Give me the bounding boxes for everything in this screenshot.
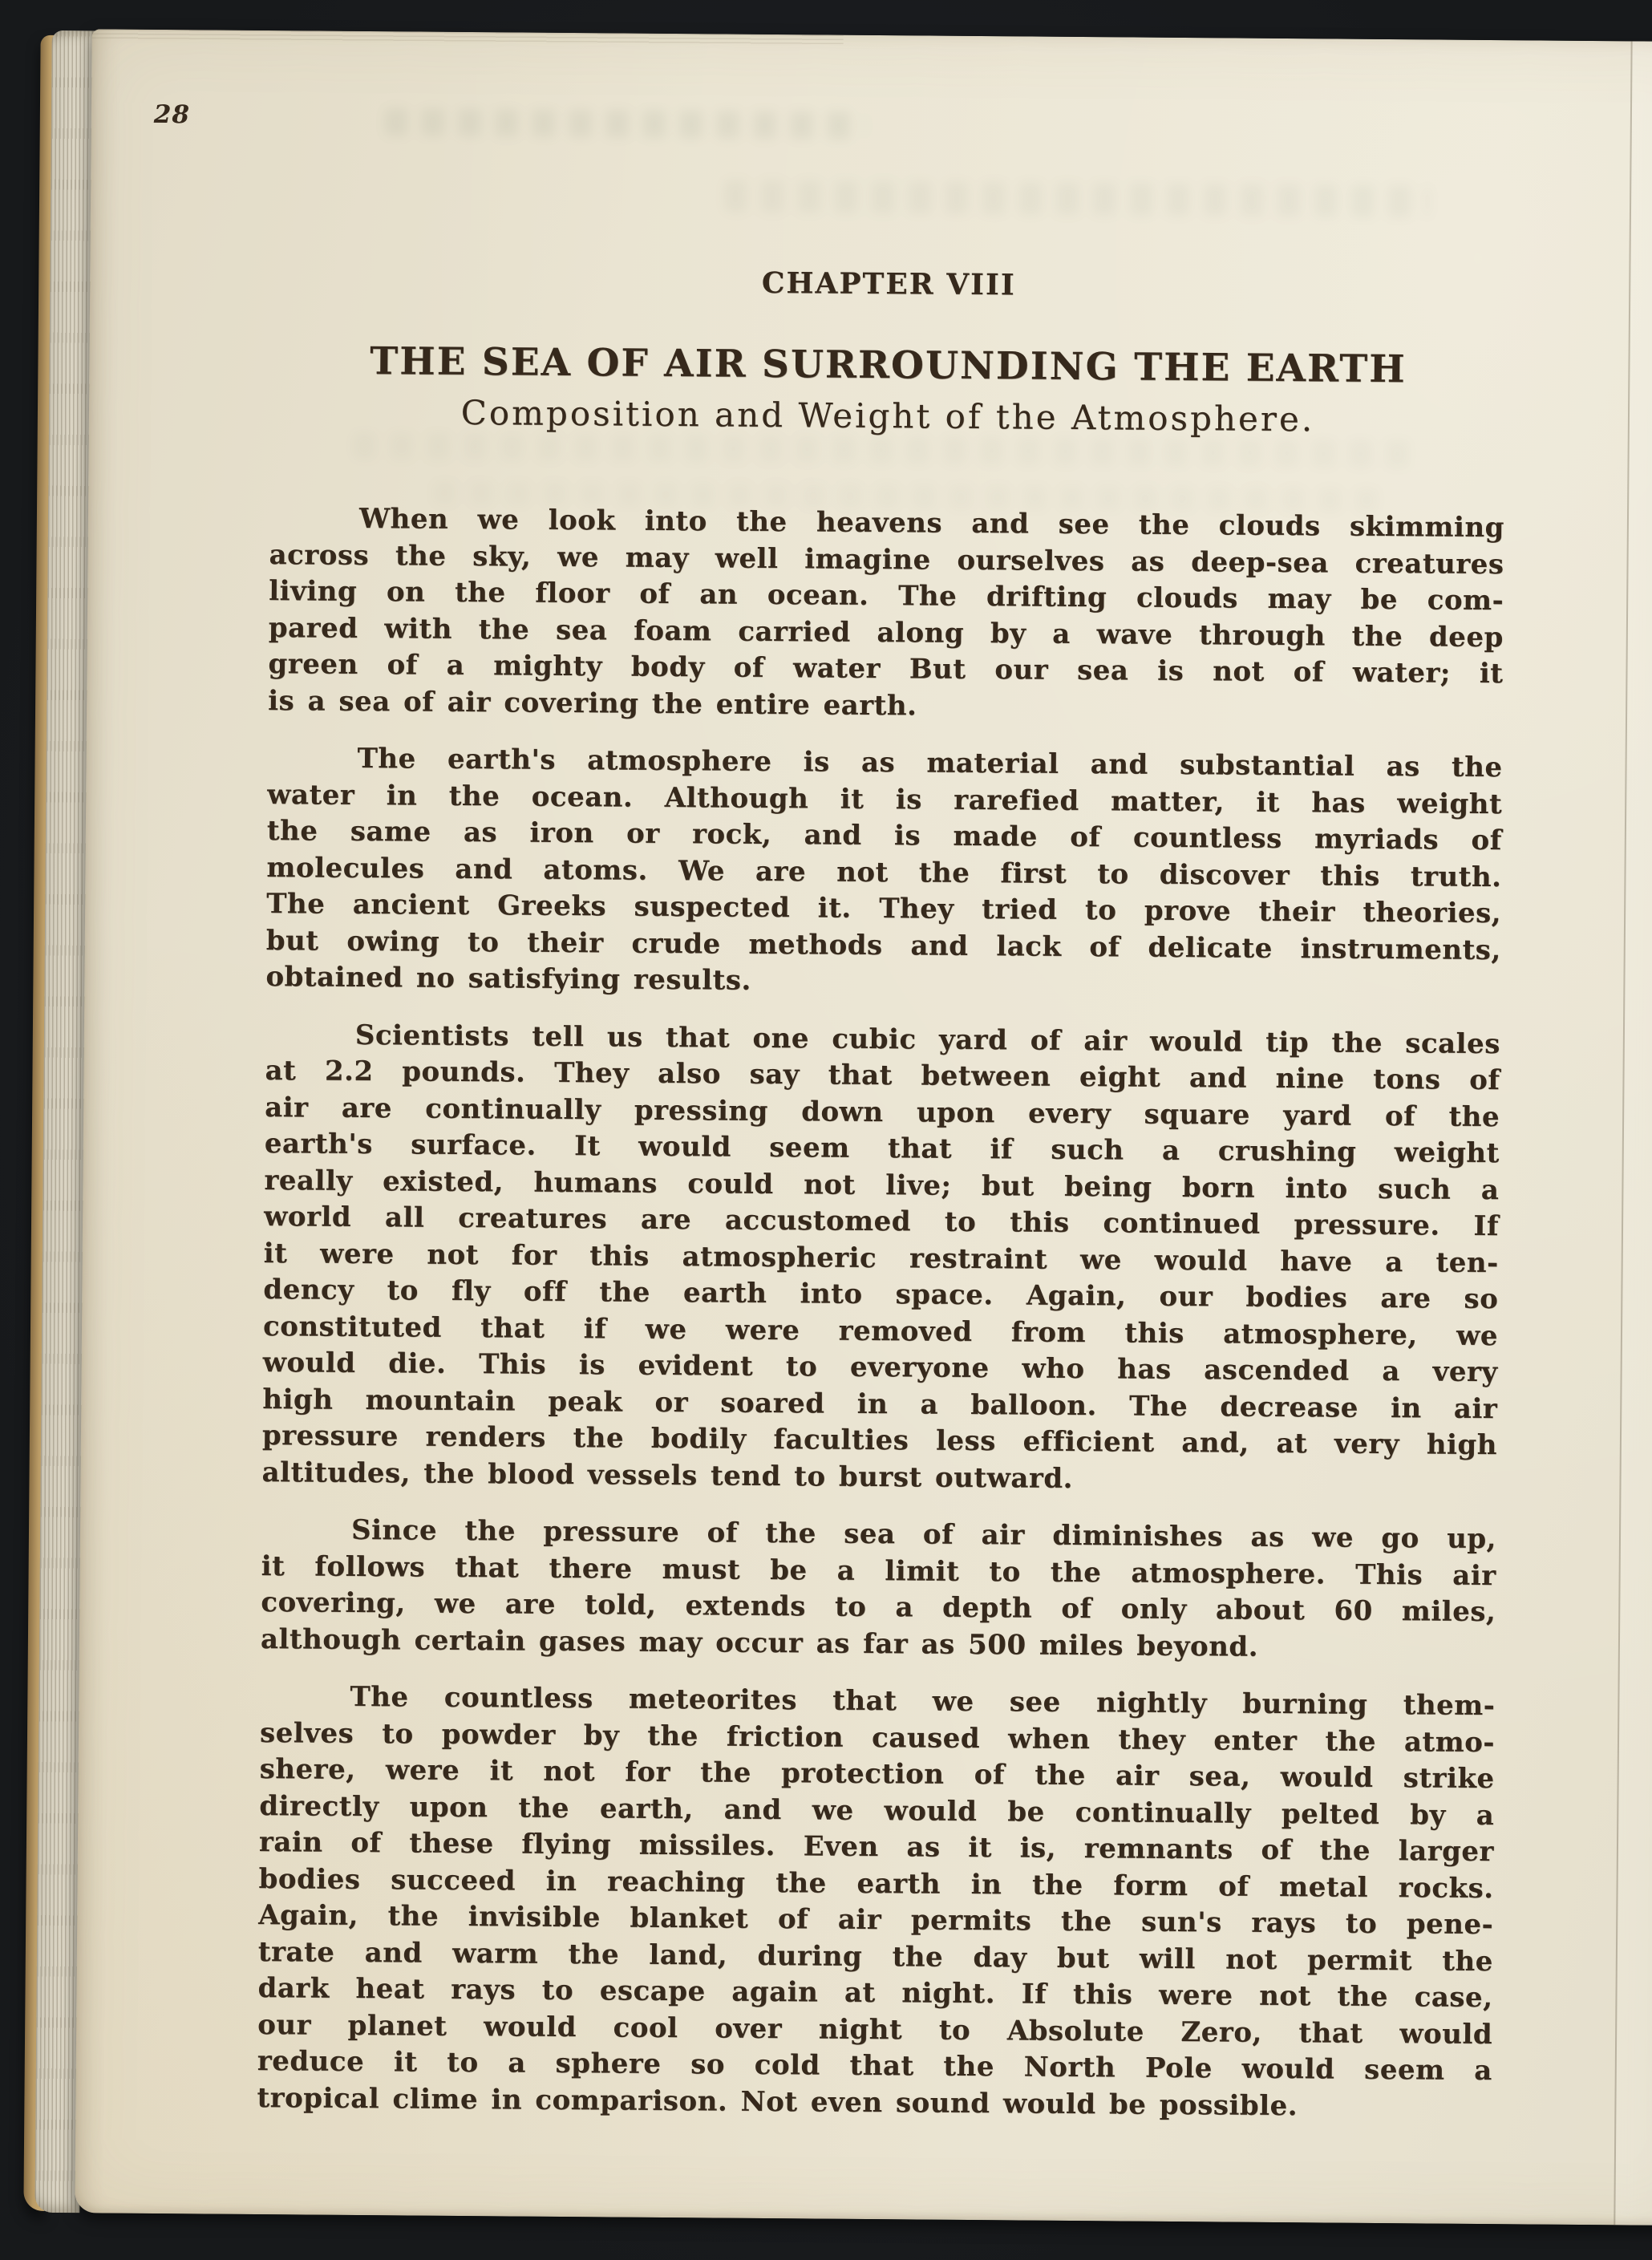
text-line: it follows that there must be a limit to the atmosphere. This air: [261, 1549, 1496, 1592]
page-crease: [1614, 41, 1652, 2226]
text-line: world all creatures are accustomed to this continued pressure. If: [263, 1201, 1500, 1243]
text-line: tropical clime in comparison. Not even sound would be possible.: [257, 2081, 1298, 2122]
text-line: our planet would cool over night to Absolute Zero, that would: [257, 2008, 1493, 2051]
text-line: dark heat rays to escape again at night. If this were not the case,: [257, 1971, 1493, 2015]
text-line: altitudes, the blood vessels tend to burst outward.: [261, 1456, 1074, 1495]
text-line: Again, the invisible blanket of air permits the sun's rays to pene-: [258, 1899, 1494, 1942]
text-line: pared with the sea foam carried along by a wave through the deep: [268, 611, 1504, 654]
book: [23, 29, 1652, 2226]
text-line: really existed, humans could not live; but being born into such a: [264, 1164, 1500, 1206]
text-line: bodies succeed in reaching the earth in the form of metal rocks.: [258, 1862, 1494, 1905]
paragraph: [261, 1512, 1496, 1667]
text-line: high mountain peak or soared in a balloon. The decrease in air: [262, 1383, 1498, 1425]
paragraph: [261, 1017, 1500, 1501]
text-line: living on the floor of an ocean. The drifting clouds may be com-: [269, 575, 1504, 618]
page-content: [257, 263, 1506, 2126]
text-line: water in the ocean. Although it is rarefied matter, it has weight: [267, 778, 1503, 820]
text-line: obtained no satisfying results.: [265, 961, 751, 997]
page-surface: [75, 29, 1652, 2226]
text-line: Scientists tell us that one cubic yard of air would tip the scales: [354, 1019, 1500, 1060]
text-line: although certain gases may occur as far as 500 miles beyond.: [260, 1622, 1259, 1663]
text-line: would die. This is evident to everyone who has ascended a very: [262, 1347, 1498, 1389]
text-line: The ancient Greeks suspected it. They tried to prove their theories,: [266, 888, 1502, 930]
body-text: [257, 500, 1504, 2126]
text-line: pressure renders the bodily faculties less efficient and, at very high: [261, 1420, 1498, 1462]
text-line: but owing to their crude methods and lack of delicate instruments,: [265, 924, 1501, 966]
text-line: green of a mighty body of water But our sea is not of water; it: [268, 648, 1504, 691]
text-line: at 2.2 pounds. They also say that between eight and nine tons of: [265, 1055, 1500, 1097]
text-line: it were not for this atmospheric restraint we would have a ten-: [263, 1237, 1499, 1279]
chapter-title: THE SEA OF AIR SURROUNDING THE EARTH: [370, 339, 1407, 392]
text-line: the same as iron or rock, and is made of countless myriads of: [266, 815, 1502, 857]
text-line: trate and warm the land, during the day but will not permit the: [257, 1935, 1494, 1978]
text-line: directly upon the earth, and we would be continually pelted by a: [259, 1789, 1495, 1832]
show-through-smudge: [385, 108, 866, 140]
text-line: reduce it to a sphere so cold that the North Pole would seem a: [257, 2044, 1492, 2088]
text-line: is a sea of air covering the entire earth.: [267, 684, 917, 722]
show-through-smudge: [724, 180, 1430, 217]
paragraph: [265, 740, 1502, 1006]
text-line: covering, we are told, extends to a depth of only about 60 miles,: [261, 1586, 1496, 1629]
text-line: across the sky, we may well imagine ourselves as deep-sea creatures: [269, 538, 1504, 581]
chapter-heading: CHAPTER VIII: [761, 265, 1016, 302]
text-line: shere, were it not for the protection of the air sea, would strike: [259, 1753, 1495, 1796]
text-line: rain of these flying missiles. Even as it is, remnants of the larger: [258, 1826, 1495, 1869]
section-subtitle: Composition and Weight of the Atmosphere.: [460, 392, 1315, 439]
text-line: air are continually pressing down upon every square yard of the: [265, 1091, 1500, 1133]
text-line: earth's surface. It would seem that if such a crushing weight: [264, 1128, 1500, 1170]
text-line: When we look into the heavens and see the clouds skimming: [358, 502, 1505, 545]
text-line: The earth's atmosphere is as material and substantial as the: [357, 742, 1503, 784]
text-line: constituted that if we were removed from this atmosphere, we: [262, 1310, 1499, 1352]
page-number: 28: [153, 99, 191, 130]
text-line: The countless meteorites that we see nightly burning them-: [350, 1680, 1496, 1723]
text-line: Since the pressure of the sea of air diminishes as we go up,: [350, 1513, 1497, 1556]
text-line: molecules and atoms. We are not the first to discover this truth.: [266, 851, 1502, 893]
paragraph: [268, 500, 1504, 729]
paragraph: [257, 1679, 1495, 2126]
text-line: dency to fly off the earth into space. Again, our bodies are so: [263, 1274, 1499, 1316]
text-line: selves to powder by the friction caused when they enter the atmo-: [259, 1716, 1496, 1759]
